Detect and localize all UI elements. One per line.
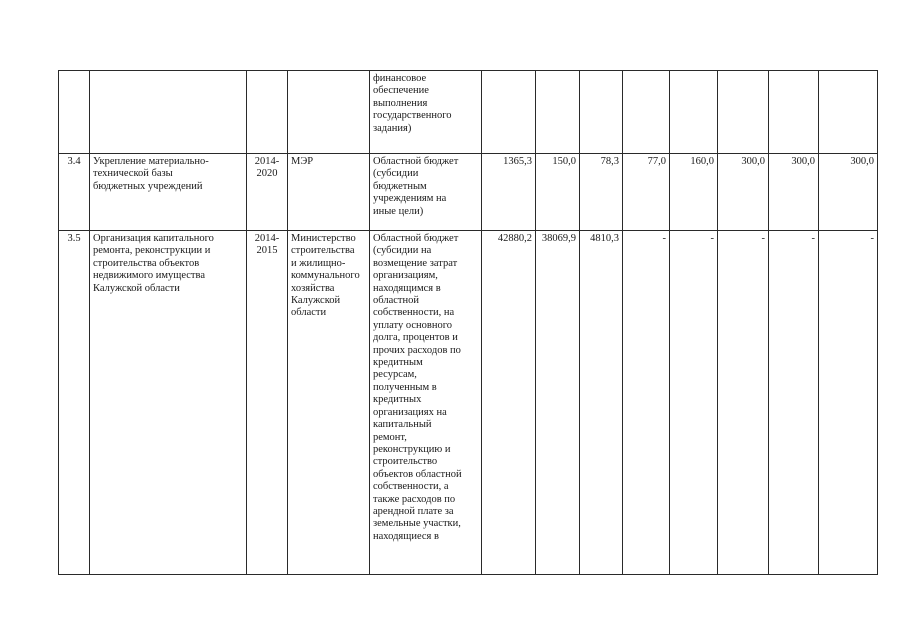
value-2019: - [769,231,819,575]
measure-name: Организация капитального ремонта, реконструкции и строительства объектов недвижимого имущества Калужской области [90,231,247,575]
value-2014 [536,71,580,154]
executor: МЭР [288,154,370,231]
value-total: 42880,2 [482,231,536,575]
executor: Министерство строительства и жилищно- коммунального хозяйства Калужской области [288,231,370,575]
table-row [59,154,878,231]
value-2016 [623,71,670,154]
value-2016: - [623,231,670,575]
value-2015: 4810,3 [580,231,623,575]
executor [288,71,370,154]
value-2020: 300,0 [819,154,878,231]
value-2017: 160,0 [670,154,718,231]
period-years: 2014- 2020 [247,154,288,231]
value-total [482,71,536,154]
value-2015: 78,3 [580,154,623,231]
value-2015 [580,71,623,154]
period-years [247,71,288,154]
funding-source: Областной бюджет (субсидии бюджетным учреждениям на иные цели) [370,154,482,231]
value-2017: - [670,231,718,575]
value-2020: - [819,231,878,575]
budget-table [58,70,878,575]
value-2017 [670,71,718,154]
row-number [59,71,90,154]
value-2020 [819,71,878,154]
period-years: 2014- 2015 [247,231,288,575]
table-row [59,231,878,575]
value-2018: - [718,231,769,575]
measure-name [90,71,247,154]
measure-name: Укрепление материально- технической базы бюджетных учреждений [90,154,247,231]
table-row [59,71,878,154]
row-number: 3.5 [59,231,90,575]
row-number: 3.4 [59,154,90,231]
value-total: 1365,3 [482,154,536,231]
funding-source: финансовое обеспечение выполнения государственного задания) [370,71,482,154]
value-2019: 300,0 [769,154,819,231]
value-2019 [769,71,819,154]
value-2018 [718,71,769,154]
value-2018: 300,0 [718,154,769,231]
value-2014: 150,0 [536,154,580,231]
value-2014: 38069,9 [536,231,580,575]
funding-source: Областной бюджет (субсидии на возмещение затрат организациям, находящимся в областной собственности, на уплату основного долга, процентов и прочих расходов по кредитным ресурсам, полученным в кредитных организациях на капитальный ремонт, реконструкцию и строительство объектов областной собственности, а также расходов по арендной плате за земельные участки, находящиеся в [370,231,482,575]
value-2016: 77,0 [623,154,670,231]
